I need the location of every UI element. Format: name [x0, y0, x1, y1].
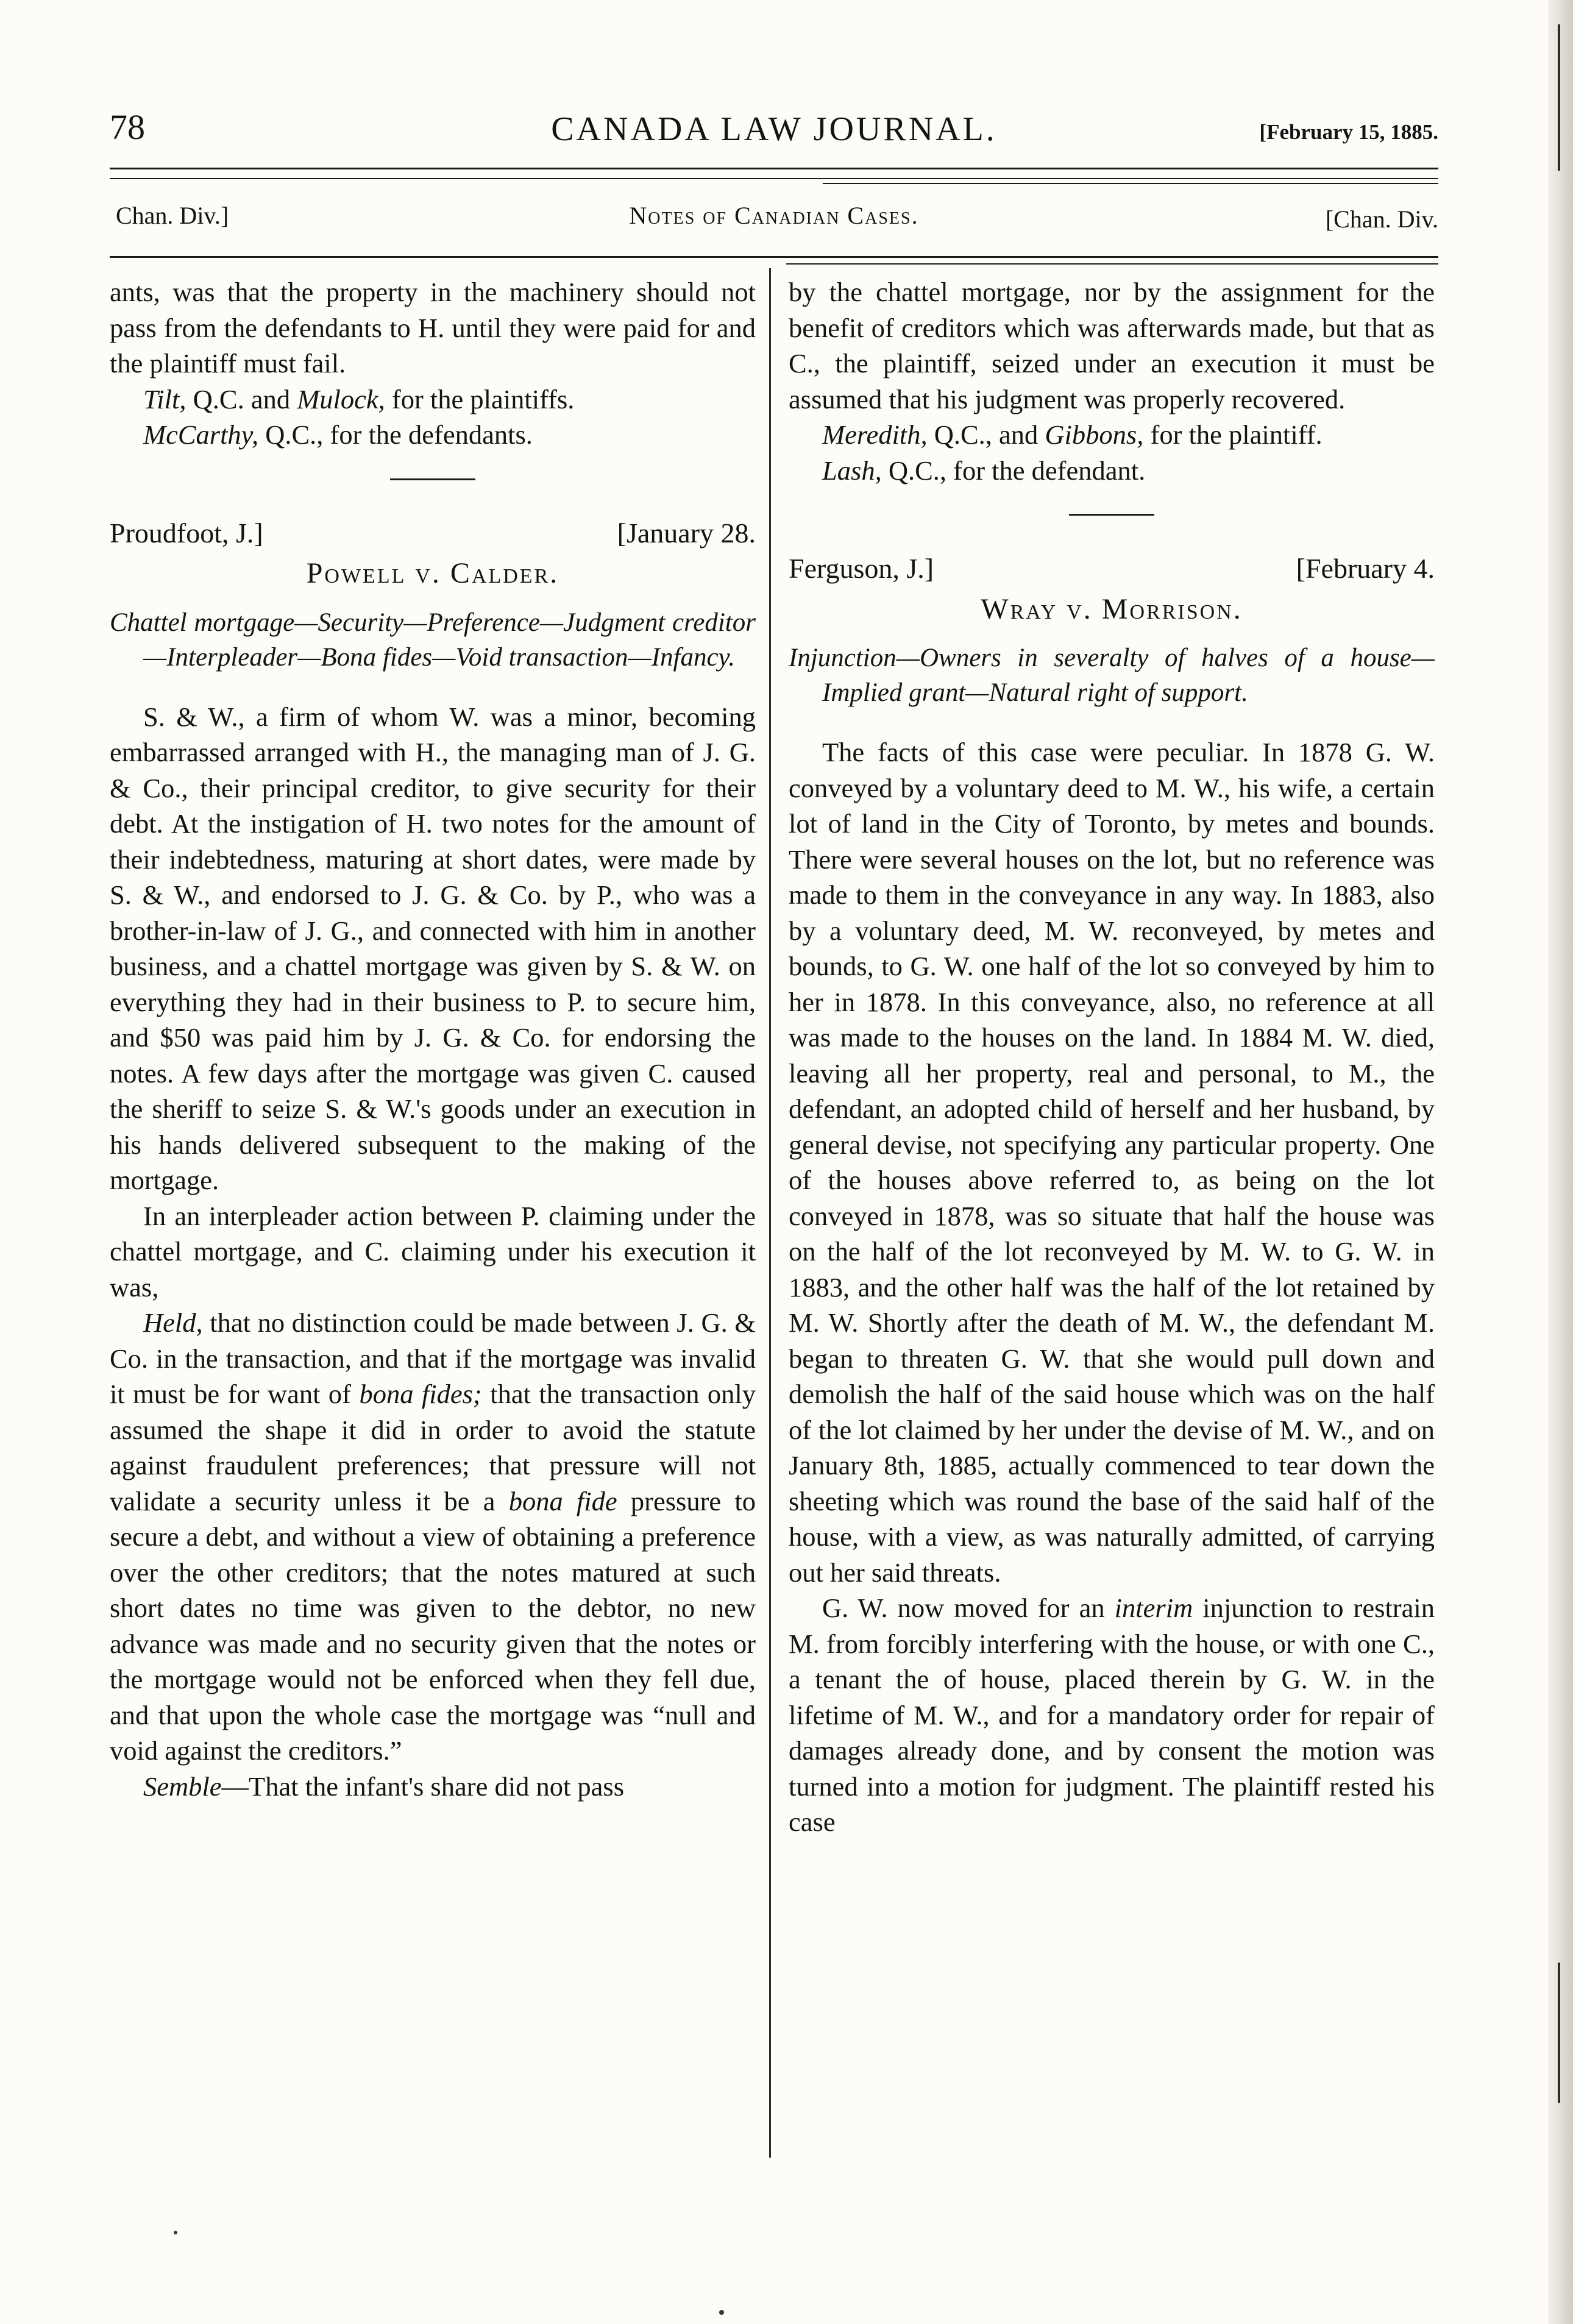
- print-speck: [174, 2231, 177, 2234]
- print-speck: [719, 2310, 724, 2315]
- case-separator: [390, 478, 475, 480]
- case-paragraph: In an interpleader action between P. claiming under the chattel mortgage, and C. claiming under his execution it was,: [110, 1200, 756, 1302]
- page-edge-mark: [1558, 1963, 1560, 2103]
- case-paragraph: G. W. now moved for an interim injunction to restrain M. from forcibly interfering with the house, or with one C., a tenant the of house, placed therein by G. W. in the lifetime of M. W., and for a mandatory order for repair of damages already done, and by consent the motion was turned into a motion for judgment. The plaintiff rested his case: [789, 1593, 1435, 1837]
- continuation-paragraph: ants, was that the property in the machinery should not pass from the defendants to H. until they were paid for and the plaintiff must fail.: [110, 277, 756, 378]
- held-label: Held,: [143, 1307, 203, 1338]
- counsel-line: McCarthy, Q.C., for the defendants.: [143, 419, 533, 450]
- judge-name: Ferguson, J.]: [789, 553, 934, 584]
- running-head: [110, 201, 1438, 238]
- counsel-line: Tilt, Q.C. and Mulock, for the plaintiffs.: [143, 383, 575, 414]
- right-column: [789, 274, 1435, 1840]
- running-head-left: Chan. Div.]: [116, 202, 229, 229]
- holding-paragraph: Held, that no distinction could be made between J. G. & Co. in the transaction, and that if the mortgage was invalid it must be for want of bona fides; that the transaction only assumed the shape it did in order to avoid the statute against fraudulent preferences; that pressure will not validate a security unless it be a bona fide pressure to secure a debt, and without a view of obtaining a preference over the other creditors; that the notes matured at such short dates no time was given to the debtor, no new advance was made and no security given that the notes or the mortgage would not be enforced when they fell due, and that upon the whole case the mortgage was “null and void against the creditors.”: [110, 1307, 756, 1766]
- decision-date: [February 4.: [1296, 553, 1435, 584]
- case-title: Powell v. Calder.: [306, 557, 559, 589]
- page-edge-mark: [1558, 24, 1560, 171]
- header-rule-bottom: [110, 178, 1438, 179]
- decision-date: [January 28.: [617, 517, 756, 549]
- counsel-name: Gibbons,: [1045, 419, 1144, 450]
- case-paragraph: S. & W., a firm of whom W. was a minor, becoming embarrassed arranged with H., the managing man of J. G. & Co., their principal creditor, to give security for their debt. At the instigation of H. two notes for the amount of their indebtedness, maturing at short dates, were made by S. & W., and endorsed to J. G. & Co. by P., who was a brother-in-law of J. G., and connected with him in another business, and a chattel mortgage was given by S. & W. on everything they had in their business to P. to secure him, and $50 was paid him by J. G. & Co. for endorsing the notes. A few days after the mortgage was given C. caused the sheriff to seize S. & W.'s goods under an execution in his hands delivered subsequent to the making of the mortgage.: [110, 701, 756, 1195]
- judge-name: Proudfoot, J.]: [110, 517, 263, 549]
- case-title: Wray v. Morrison.: [981, 592, 1243, 625]
- counsel-name: Meredith,: [822, 419, 928, 450]
- counsel-name: Lash,: [822, 455, 882, 486]
- case-paragraph: The facts of this case were peculiar. In 1878 G. W. conveyed by a voluntary deed to M. W., his wife, a certain lot of land in the City of Toronto, by metes and bounds. There were several houses on the lot, but no reference was made to them in the conveyance in any way. In 1883, also by a voluntary deed, M. W. reconveyed, by metes and bounds, to G. W. one half of the lot so conveyed by him to her in 1878. In this conveyance, also, no reference at all was made to the houses on the land. In 1884 M. W. died, leaving all her property, real and personal, to M., the defendant, an adopted child of herself and her husband, by general devise, not specifying any particular property. One of the houses above referred to, as being on the lot conveyed in 1878, was so situate that half the house was on the half of the lot reconveyed by M. W. to G. W. in 1883, and the other half was the half of the lot retained by M. W. Shortly after the death of M. W., the defendant M. began to threaten G. W. that she would pull down and demolish the half of the said house which was on the half of the lot claimed by her under the devise of M. W., and on January 8th, 1885, actually commenced to tear down the sheeting which was round the base of the said half of the house, with a view, as was naturally admitted, of carrying out her said threats.: [789, 737, 1435, 1588]
- semble-label: Semble: [143, 1771, 222, 1802]
- page-edge-shadow: [1548, 0, 1573, 2324]
- running-head-right: [Chan. Div.: [1325, 205, 1438, 233]
- semble-paragraph: Semble—That the infant's share did not pass: [143, 1771, 625, 1802]
- case-headnote: Injunction—Owners in severalty of halves of a house—Implied grant—Natural right of support.: [789, 644, 1435, 707]
- running-head-rule: [110, 256, 1438, 258]
- judge-line: [110, 516, 756, 552]
- issue-date: [February 15, 1885.: [1259, 120, 1438, 144]
- header-rule-top: [110, 168, 1438, 169]
- judge-line: [789, 551, 1435, 587]
- continuation-paragraph: by the chattel mortgage, nor by the assignment for the benefit of creditors which was afterwards made, but that as C., the plaintiff, seized under an execution it must be assumed that his judgment was properly recovered.: [789, 277, 1435, 414]
- counsel-name: Mulock,: [297, 383, 385, 414]
- case-headnote: Chattel mortgage—Security—Preference—Judgment creditor—Interpleader—Bona fides—Void transaction—Infancy.: [110, 608, 756, 672]
- column-divider: [769, 268, 771, 2158]
- page-header: [110, 107, 1438, 162]
- left-column: [110, 274, 756, 1804]
- counsel-name: McCarthy,: [143, 419, 259, 450]
- running-head-rule-accent: [786, 263, 1438, 265]
- counsel-name: Tilt,: [143, 383, 186, 414]
- counsel-line: Lash, Q.C., for the defendant.: [822, 455, 1146, 486]
- header-rule-accent: [823, 183, 1438, 184]
- page-number: 78: [110, 107, 145, 147]
- counsel-line: Meredith, Q.C., and Gibbons, for the plaintiff.: [822, 419, 1323, 450]
- running-head-center: Notes of Canadian Cases.: [629, 202, 919, 229]
- case-separator: [1069, 514, 1154, 516]
- journal-title: CANADA LAW JOURNAL.: [551, 110, 997, 148]
